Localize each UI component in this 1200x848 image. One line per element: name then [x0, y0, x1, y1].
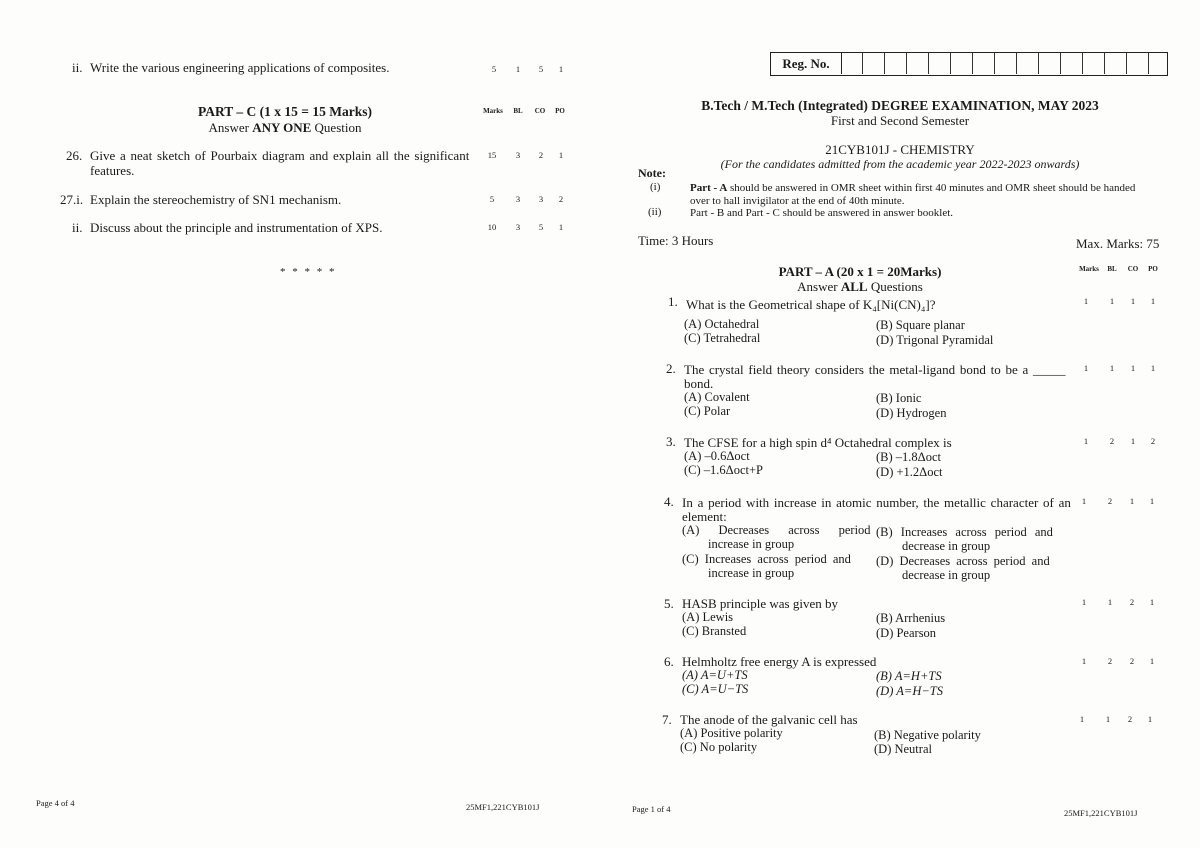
right-page [600, 0, 1200, 848]
q4-text: In a period with increase in atomic number, the metallic character of an [682, 495, 1071, 510]
q1-bl: 1 [1109, 296, 1115, 306]
q5-option-b: (B) Arrhenius [876, 611, 946, 625]
q2-text: The crystal field theory considers the metal-ligand bond to be a _____ [684, 362, 1066, 377]
q27i-bl: 3 [515, 194, 521, 204]
q4-marks: 1 [1081, 496, 1087, 506]
q4-option-d: (D) Decreases across period and [876, 554, 1050, 568]
q7-option-d: (D) Neutral [874, 742, 932, 756]
q7-num: 7. [662, 712, 672, 727]
q25ii-co: 5 [538, 64, 544, 74]
q3-option-b: (B) –1.8Δoct [876, 450, 941, 464]
q7-option-c: (C) No polarity [680, 740, 758, 754]
reg-cell [1127, 53, 1149, 74]
q2-text-line2: bond. [684, 376, 714, 391]
reg-cell [973, 53, 995, 74]
footer-code: 25MF1,221CYB101J [1064, 808, 1138, 818]
q6-option-d: (D) A=H−TS [876, 684, 943, 698]
parta-title: PART – A (20 x 1 = 20Marks) [778, 264, 942, 279]
header-bl: BL [513, 107, 523, 115]
partc-title: PART – C (1 x 15 = 15 Marks) [198, 104, 372, 119]
footer-page-number: Page 1 of 4 [632, 804, 671, 814]
time-allowed: Time: 3 Hours [638, 233, 714, 248]
q25ii-marks: 5 [491, 64, 497, 74]
q4-option-d-line2: decrease in group [902, 568, 991, 582]
q27ii-label: ii. [72, 220, 83, 235]
q26-marks: 15 [487, 150, 497, 160]
q5-num: 5. [664, 596, 674, 611]
q25ii-label: ii. [72, 60, 83, 75]
exam-title: B.Tech / M.Tech (Integrated) DEGREE EXAMINATION, MAY 2023 [701, 98, 1099, 113]
q1-option-a: (A) Octahedral [684, 317, 760, 331]
max-marks: Max. Marks: 75 [1076, 236, 1160, 251]
q1-marks: 1 [1083, 296, 1089, 306]
q6-text: Helmholtz free energy A is expressed [682, 654, 877, 669]
q2-option-c: (C) Polar [684, 404, 731, 418]
q4-option-b: (B) Increases across period and [876, 525, 1053, 539]
q1-option-b: (B) Square planar [876, 318, 965, 332]
parta-subtitle: Answer ALL Questions [797, 279, 923, 294]
q5-marks: 1 [1081, 597, 1087, 607]
header-co: CO [1127, 265, 1139, 273]
reg-cell [929, 53, 951, 74]
q7-po: 1 [1147, 714, 1153, 724]
q1-po: 1 [1150, 296, 1156, 306]
course-title: 21CYB101J - CHEMISTRY [825, 142, 975, 157]
q2-marks: 1 [1083, 363, 1089, 373]
q6-option-c: (C) A=U−TS [682, 682, 749, 696]
reg-no-label: Reg. No. [771, 53, 842, 74]
q2-po: 1 [1150, 363, 1156, 373]
q4-option-c-line2: increase in group [708, 566, 795, 580]
q5-option-d: (D) Pearson [876, 626, 937, 640]
footer-page-number: Page 4 of 4 [36, 798, 75, 808]
q27i-co: 3 [538, 194, 544, 204]
footer-code: 25MF1,221CYB101J [466, 802, 540, 812]
q27i-text: Explain the stereochemistry of SN1 mechanism. [90, 192, 342, 207]
q7-bl: 1 [1105, 714, 1111, 724]
q4-co: 1 [1129, 496, 1135, 506]
reg-no-box [770, 52, 1168, 76]
q6-po: 1 [1149, 656, 1155, 666]
q3-po: 2 [1150, 436, 1156, 446]
q4-po: 1 [1149, 496, 1155, 506]
q6-num: 6. [664, 654, 674, 669]
q26-line2: features. [90, 163, 135, 178]
header-marks: Marks [1079, 265, 1099, 273]
q4-num: 4. [664, 494, 674, 509]
reg-cell [863, 53, 885, 74]
reg-cell [1039, 53, 1061, 74]
q1-option-d: (D) Trigonal Pyramidal [876, 333, 994, 347]
q6-option-b: (B) A=H+TS [876, 669, 942, 683]
q2-bl: 1 [1109, 363, 1115, 373]
header-co: CO [534, 107, 546, 115]
note-ii-text: Part - B and Part - C should be answered in answer booklet. [690, 207, 954, 219]
q27ii-po: 1 [558, 222, 564, 232]
note-ii-label: (ii) [648, 206, 662, 218]
q3-text: The CFSE for a high spin d⁴ Octahedral complex is [684, 435, 952, 450]
note-i-line2: over to hall invigilator at the end of 40th minute. [690, 195, 905, 207]
reg-cell [1105, 53, 1127, 74]
q5-option-a: (A) Lewis [682, 610, 734, 624]
q3-bl: 2 [1109, 436, 1115, 446]
q4-bl: 2 [1107, 496, 1113, 506]
q27i-label: 27.i. [60, 192, 84, 207]
note-label: Note: [638, 166, 666, 180]
applicability: (For the candidates admitted from the academic year 2022-2023 onwards) [720, 157, 1080, 171]
header-marks: Marks [483, 107, 503, 115]
q1-option-c: (C) Tetrahedral [684, 331, 761, 345]
q6-marks: 1 [1081, 656, 1087, 666]
reg-cell [1017, 53, 1039, 74]
q27ii-marks: 10 [487, 222, 497, 232]
q2-num: 2. [666, 361, 676, 376]
q6-bl: 2 [1107, 656, 1113, 666]
partc-subtitle: Answer ANY ONE Question [208, 120, 362, 135]
q25ii-po: 1 [558, 64, 564, 74]
q26-label: 26. [66, 148, 83, 163]
q5-bl: 1 [1107, 597, 1113, 607]
header-po: PO [555, 107, 565, 115]
semester: First and Second Semester [830, 113, 970, 128]
q3-num: 3. [666, 434, 676, 449]
q7-option-a: (A) Positive polarity [680, 726, 783, 740]
q4-text-line2: element: [682, 509, 727, 524]
q27i-po: 2 [558, 194, 564, 204]
q4-option-a-line2: increase in group [708, 537, 795, 551]
reg-cell [907, 53, 929, 74]
q2-co: 1 [1130, 363, 1136, 373]
q25ii-bl: 1 [515, 64, 521, 74]
q26-line1: Give a neat sketch of Pourbaix diagram and explain all the significant [90, 148, 470, 163]
q27ii-co: 5 [538, 222, 544, 232]
reg-cell [885, 53, 907, 74]
q4-option-c: (C) Increases across period and [682, 552, 851, 566]
q2-option-d: (D) Hydrogen [876, 406, 947, 420]
q3-marks: 1 [1083, 436, 1089, 446]
q1-text: What is the Geometrical shape of K₄[Ni(CN)₄]? [686, 297, 936, 312]
q2-option-a: (A) Covalent [684, 390, 750, 404]
reg-cell [1061, 53, 1083, 74]
q5-text: HASB principle was given by [682, 596, 838, 611]
q5-option-c: (C) Bransted [682, 624, 747, 638]
q7-text: The anode of the galvanic cell has [680, 712, 858, 727]
q1-num: 1. [668, 294, 678, 309]
q3-co: 1 [1130, 436, 1136, 446]
q7-co: 2 [1127, 714, 1133, 724]
q3-option-a: (A) –0.6Δoct [684, 449, 750, 463]
q5-po: 1 [1149, 597, 1155, 607]
end-stars: * * * * * [280, 266, 337, 278]
q25ii-text: Write the various engineering applications of composites. [90, 60, 390, 75]
q7-marks: 1 [1079, 714, 1085, 724]
q6-option-a: (A) A=U+TS [682, 668, 748, 682]
q6-co: 2 [1129, 656, 1135, 666]
q7-option-b: (B) Negative polarity [874, 728, 981, 742]
q27i-marks: 5 [489, 194, 495, 204]
reg-cell [841, 53, 863, 74]
q4-option-b-line2: decrease in group [902, 539, 991, 553]
q27ii-text: Discuss about the principle and instrumentation of XPS. [90, 220, 383, 235]
q3-option-c: (C) –1.6Δoct+P [684, 463, 763, 477]
q3-option-d: (D) +1.2Δoct [876, 465, 943, 479]
note-i-label: (i) [650, 181, 661, 193]
q1-co: 1 [1130, 296, 1136, 306]
q26-po: 1 [558, 150, 564, 160]
header-po: PO [1148, 265, 1158, 273]
q2-option-b: (B) Ionic [876, 391, 922, 405]
q27ii-bl: 3 [515, 222, 521, 232]
q4-option-a: (A) Decreases across period [682, 523, 871, 537]
reg-cell [995, 53, 1017, 74]
reg-cell [951, 53, 973, 74]
header-bl: BL [1107, 265, 1117, 273]
note-i-text: Part - A should be answered in OMR sheet within first 40 minutes and OMR sheet should be handed [690, 182, 1136, 194]
reg-cell [1083, 53, 1105, 74]
q26-bl: 3 [515, 150, 521, 160]
q5-co: 2 [1129, 597, 1135, 607]
q26-co: 2 [538, 150, 544, 160]
